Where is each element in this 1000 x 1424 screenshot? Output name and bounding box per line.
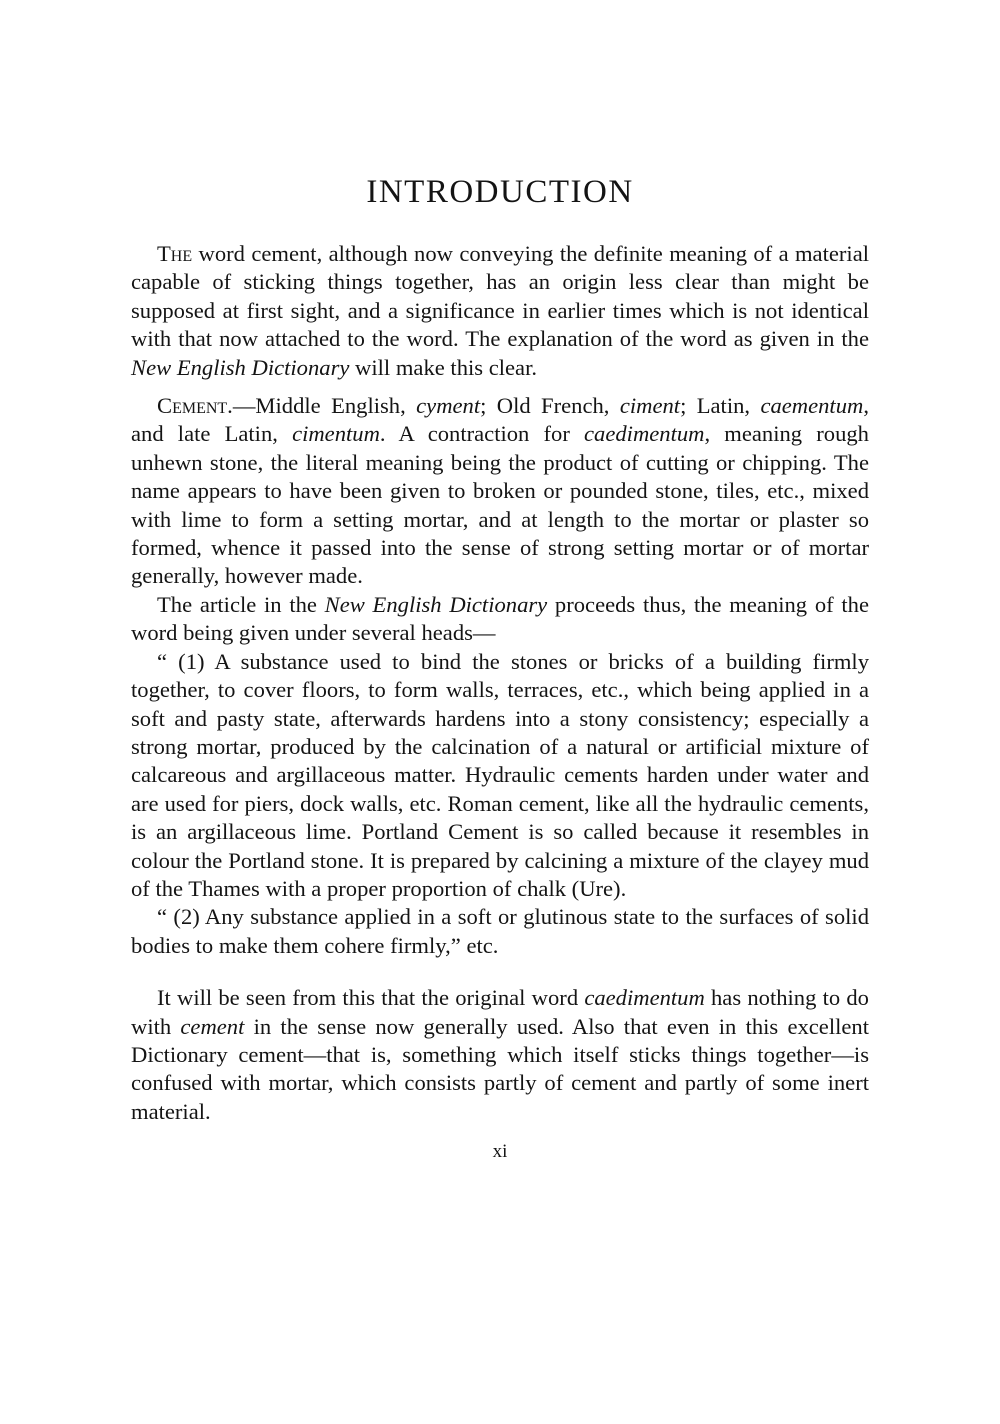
text-run: The article in the (157, 591, 325, 617)
etymon: ciment (619, 393, 681, 419)
text-run: has nothing to do with (131, 985, 869, 1039)
page-number: xi (492, 1141, 508, 1162)
quote-sense-1: “ (1) A substance used to bind the stones or bricks of a building firmly together, to cover floors, to form walls, terraces, etc., which being applied in a soft and pasty state, afterwards hardens into a stony consistency; especially a strong mortar, produced by the calcination of a natural or artificial mixture of calcareous and argillaceous matter. Hydraulic cements harden under water and are used for piers, dock walls, etc. Roman cement, like all the hydraulic cements, is an argillaceous lime. Portland Cement is so called because it resembles in colour the Portland stone. It is prepared by calcining a mixture of the clayey mud of the Thames with a proper proportion of chalk (Ure). (131, 648, 869, 901)
text-run: proceeds thus, the meaning of the word being given under several heads— (131, 591, 869, 646)
text-run: ; Latin, (680, 393, 761, 419)
quote-sense-2: “ (2) Any substance applied in a soft or glutinous state to the surfaces of solid bodies to make them cohere firmly,” etc. (131, 904, 869, 958)
etymon: cimentum (292, 421, 380, 447)
page-title: INTRODUCTION (366, 174, 634, 210)
page-body (131, 170, 869, 1126)
text-run: , and late Latin, (131, 393, 869, 447)
text-run: in the sense now generally used. Also that even in this excellent Dictionary cement—that is, something which itself sticks things together—is confused with mortar, which consists partly of cement and partly of some inert material. (131, 1013, 869, 1124)
text-run: word cement, although now conveying the definite meaning of a material capable of sticking things together, has an origin less clear than might be supposed at first sight, and a significance in earlier times which is not identical with that now attached to the word. The explanation of the word as given in the (131, 241, 869, 352)
text-run: . A contraction for (379, 421, 585, 447)
lead-word: The (157, 241, 193, 266)
text-run: , meaning rough unhewn stone, the literal meaning being the product of cutting or chipping. The name appears to have been given to broken or pounded stone, tiles, etc., mixed with lime to form a setting mortar, and at length to the mortar or plaster so formed, whence it passed into the sense of strong setting mortar or of mortar generally, however made. (131, 421, 869, 589)
text-run: ; Old French, (480, 393, 620, 419)
etymon: cyment (416, 393, 481, 419)
text-run: will make this clear. (349, 354, 538, 380)
paragraph-definition (131, 392, 869, 591)
term-italic: cement (180, 1013, 245, 1039)
text-run: It will be seen from this that the original word (157, 985, 585, 1011)
dictionary-title: New English Dictionary (324, 591, 548, 617)
etymon: caedimentum (584, 421, 705, 447)
term-italic: caedimentum (584, 985, 705, 1011)
paragraph-article (131, 591, 869, 648)
text-run: —Middle English, (232, 393, 417, 419)
paragraph-intro (131, 240, 869, 382)
paragraph-conclusion (131, 984, 869, 1126)
entry-headword: Cement. (157, 393, 233, 419)
etymon: caementum (760, 393, 864, 419)
dictionary-title: New English Dictionary (131, 354, 350, 380)
